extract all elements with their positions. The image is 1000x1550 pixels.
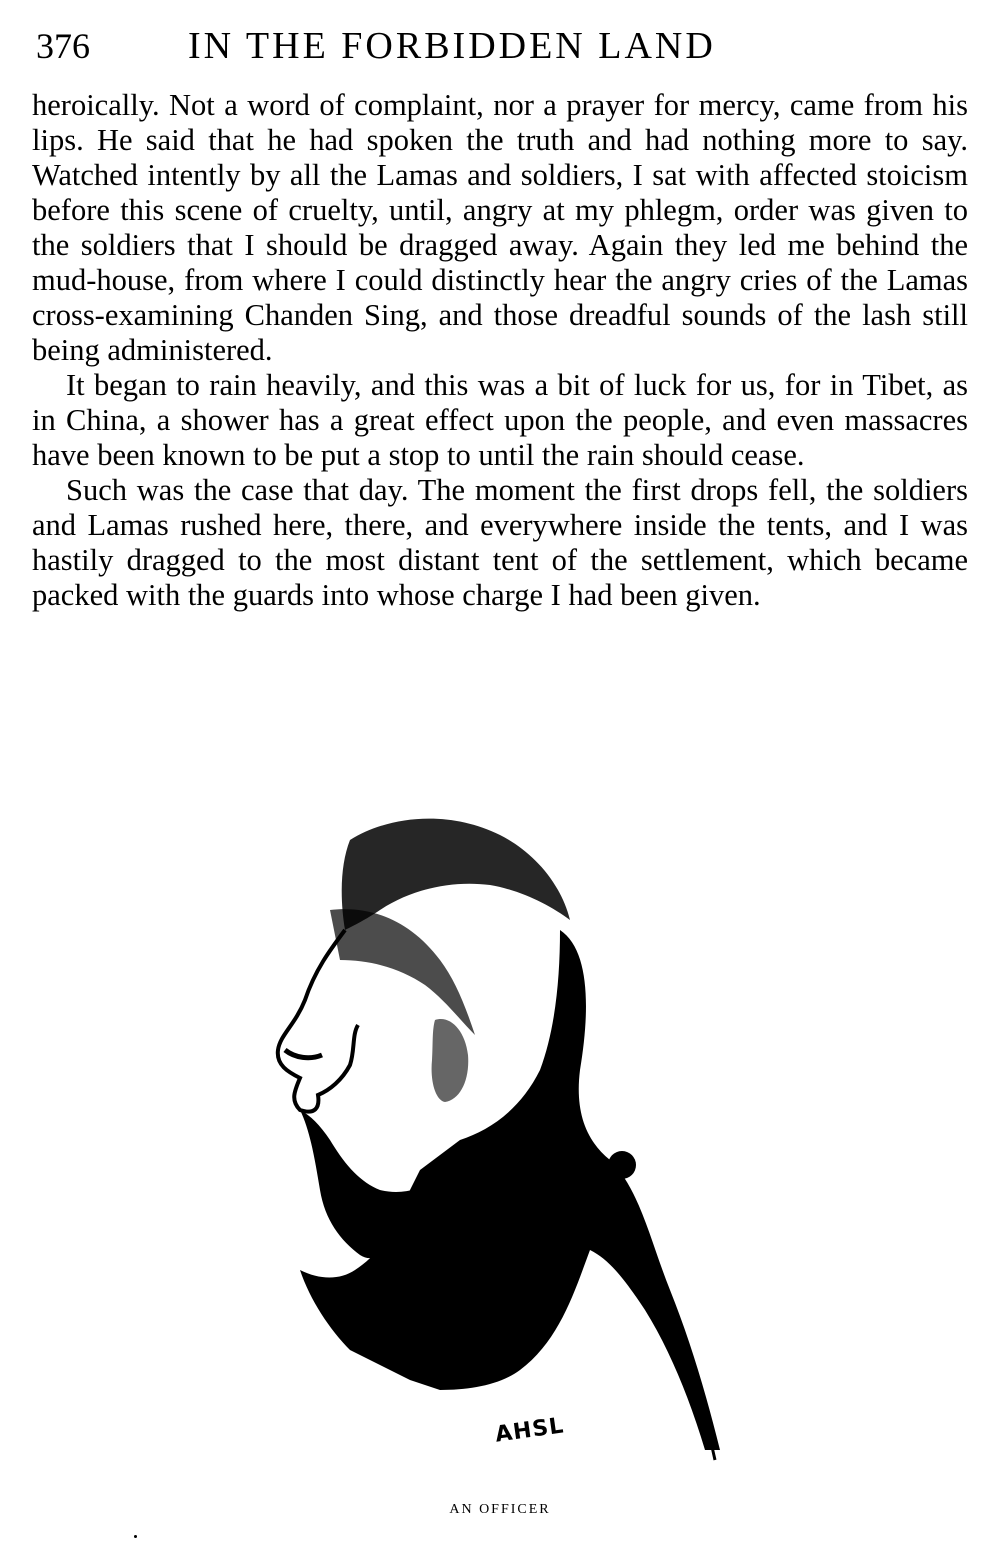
- paragraph: heroically. Not a word of complaint, nor a prayer for mercy, came from his lips. He said that he had spoken the truth and had nothing more to say. Watched intently by all the Lamas and soldiers, I sat with affected stoicism before this scene of cruelty, until, angry at my phlegm, order was given to the soldiers that I should be dragged away. Again they led me behind the mud-house, from where I could distinctly hear the angry cries of the Lamas cross-examining Chanden Sing, and those dreadful sounds of the lash still being administered.: [32, 88, 968, 367]
- body-text: [32, 88, 968, 613]
- page-number: 376: [36, 26, 90, 66]
- officer-portrait-illustration: [260, 810, 740, 1470]
- paragraph: Such was the case that day. The moment the first drops fell, the soldiers and Lamas rushed here, there, and everywhere inside the tents, and I was hastily dragged to the most distant tent of the settlement, which became packed with the guards into whose charge I had been given.: [32, 473, 968, 612]
- queue-ornament: [608, 1151, 636, 1179]
- headband-shading: [330, 909, 475, 1035]
- artist-signature: AHSL: [493, 1413, 566, 1448]
- moustache-shape: [285, 1050, 322, 1058]
- ear-shape: [432, 1019, 469, 1102]
- illustration-caption: AN OFFICER: [449, 1502, 551, 1517]
- running-title: IN THE FORBIDDEN LAND: [188, 25, 716, 67]
- cap-shape: [342, 819, 570, 930]
- print-speck: [134, 1535, 137, 1538]
- paragraph: It began to rain heavily, and this was a bit of luck for us, for in Tibet, as in China, a shower has a great effect upon the people, and even massacres have been known to be put a stop to until the rain should cease.: [32, 368, 968, 472]
